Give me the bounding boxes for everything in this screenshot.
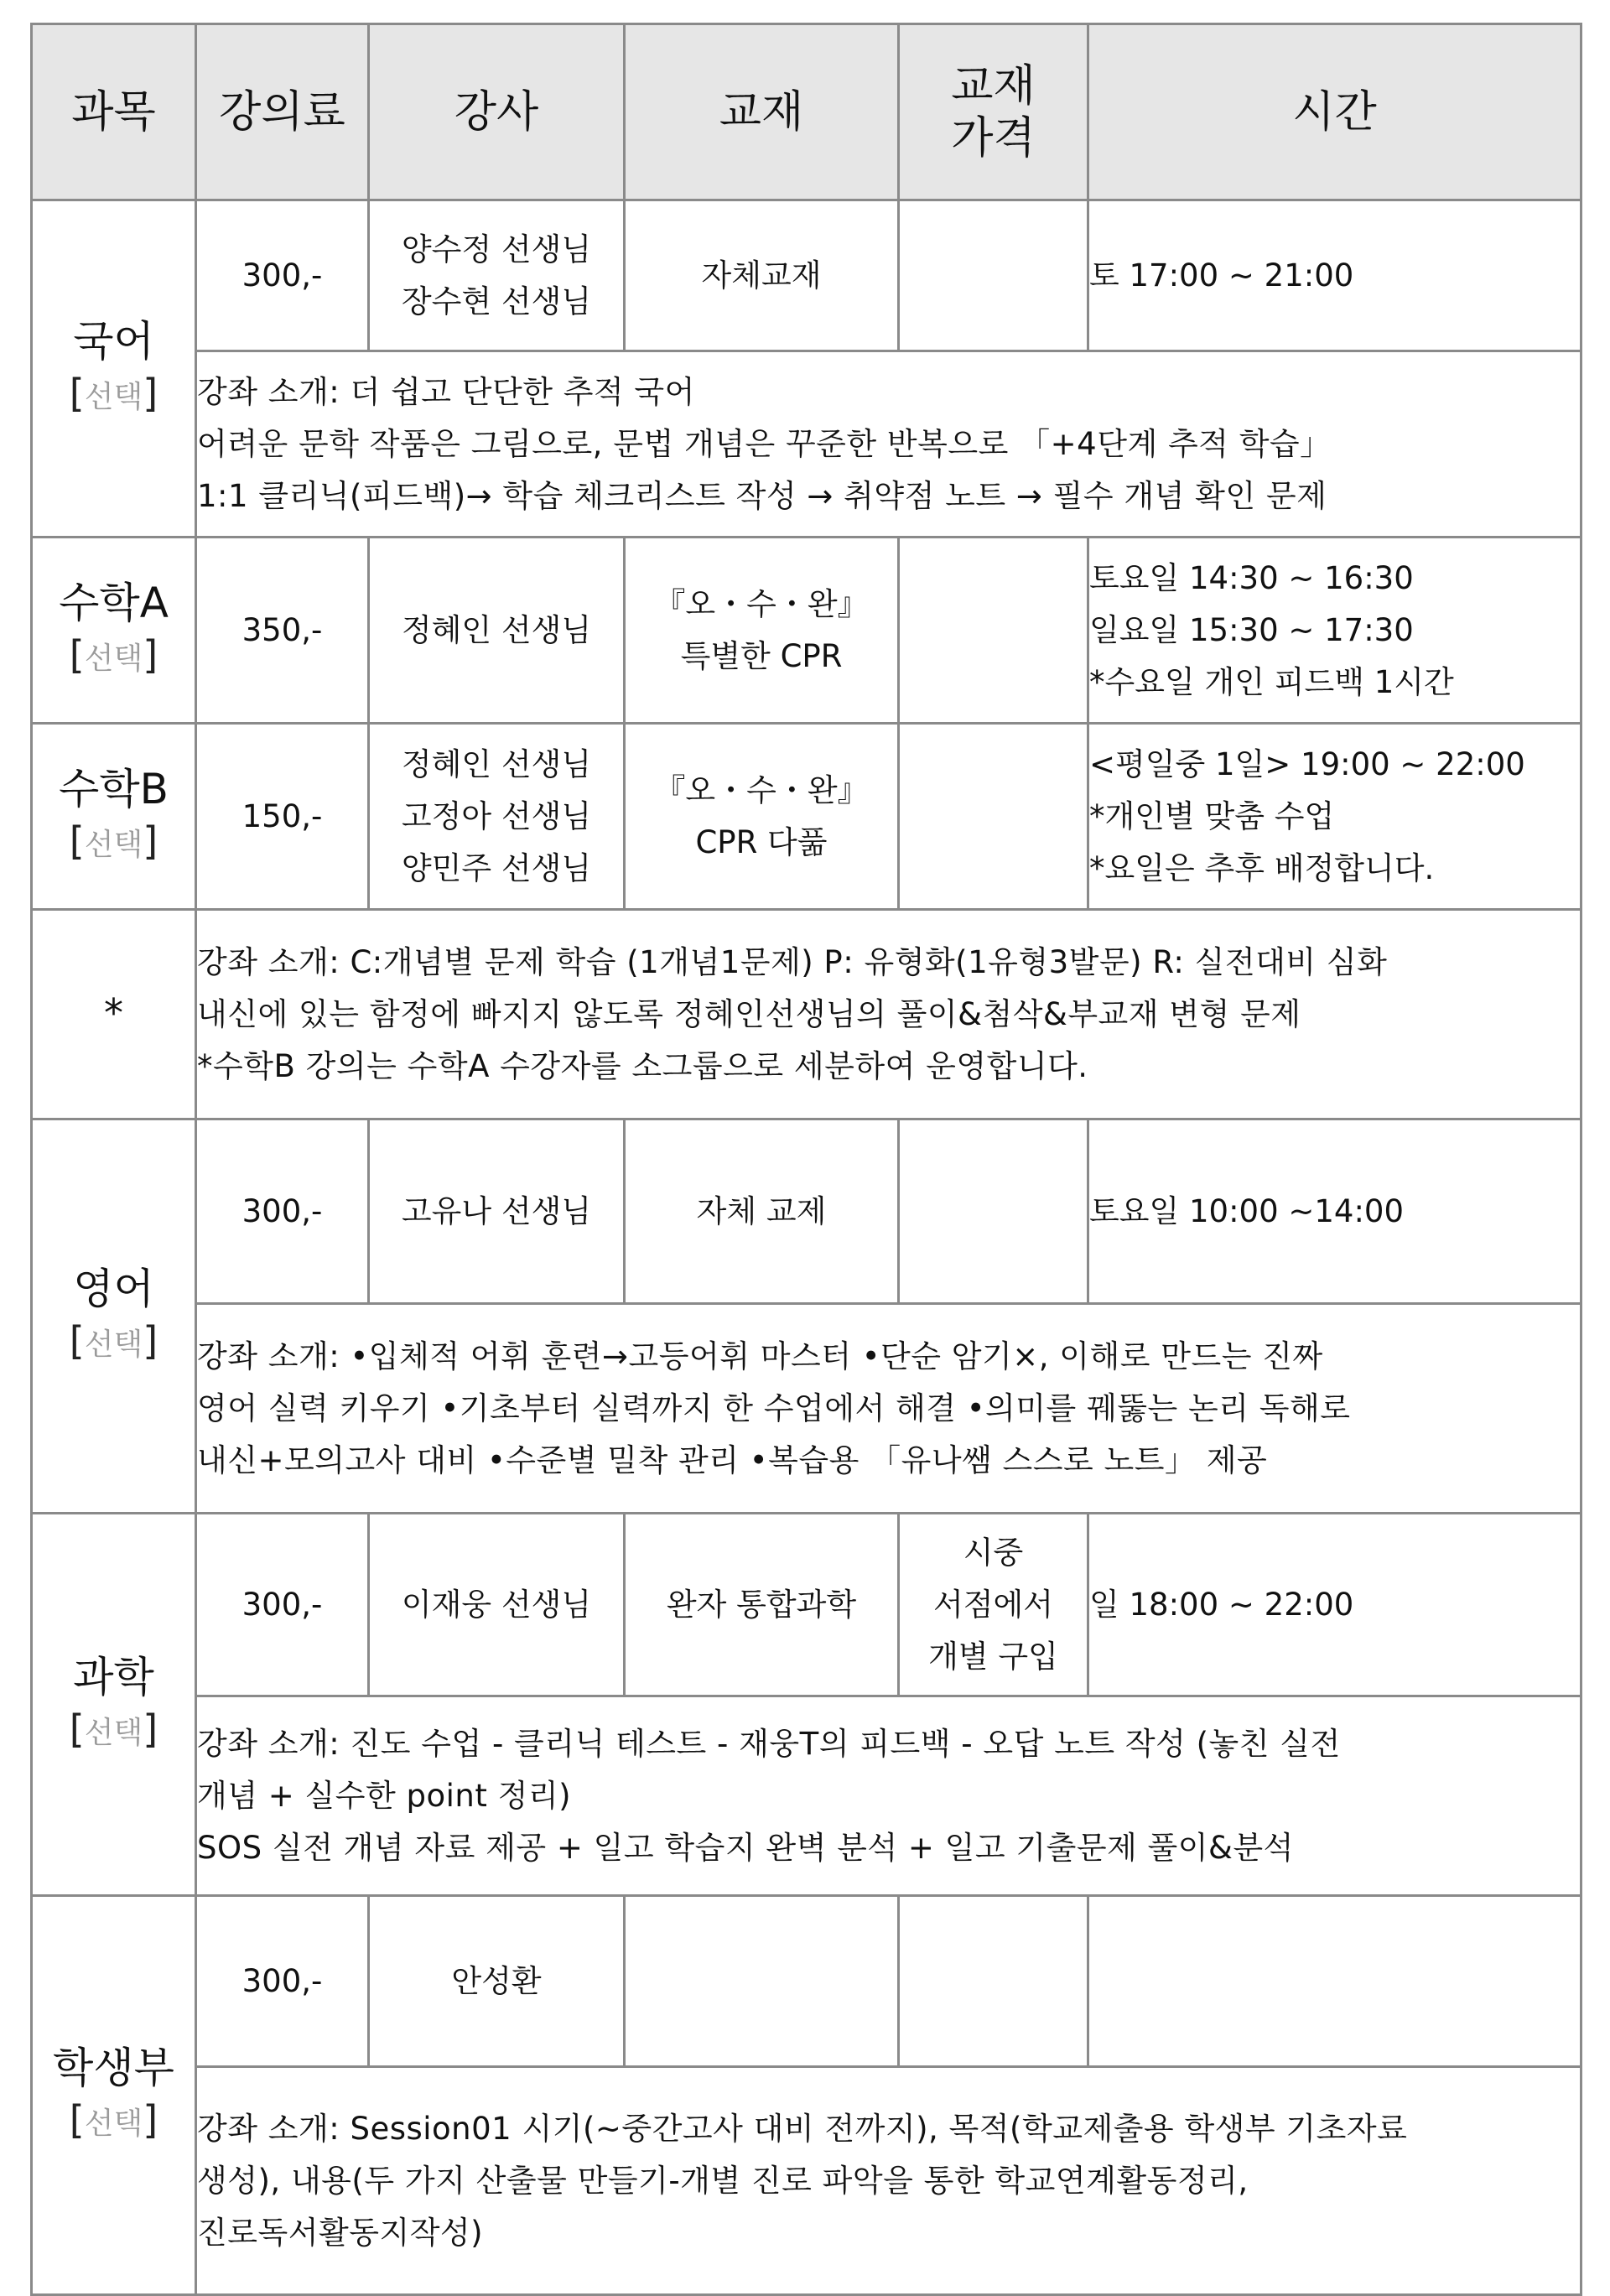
math-b-subject-cell	[32, 724, 196, 910]
english-select-tag: [선택]	[69, 1318, 158, 1364]
math-a-price	[899, 538, 1088, 724]
science-textbook: 완자 통합과학	[625, 1514, 899, 1696]
record-select-tag: [선택]	[69, 2097, 158, 2143]
math-a-subject-cell	[32, 538, 196, 724]
english-fee: 300,-	[196, 1119, 369, 1304]
english-subject-name: 영어	[73, 1265, 154, 1313]
math-b-time-line-2: *개인별 맞춤 수업	[1089, 797, 1335, 834]
korean-intro-line-2: 어려운 문학 작품은 그림으로, 문법 개념은 꾸준한 반복으로 「+4단계 추적 학습」	[197, 425, 1332, 462]
header-price-line-2: 가격	[951, 112, 1036, 164]
header-subject: 과목	[32, 24, 196, 200]
science-intro	[196, 1696, 1581, 1896]
math-b-textbook	[625, 724, 899, 910]
record-intro-line-2: 생성), 내용(두 가지 산출물 만들기-개별 진로 파악을 통한 학교연계활동정리,	[197, 2162, 1249, 2199]
math-b-price	[899, 724, 1088, 910]
math-b-time-line-3: *요일은 추후 배정합니다.	[1089, 849, 1435, 886]
korean-intro-line-3: 1:1 클리닉(피드백)→ 학습 체크리스트 작성 → 취약점 노트 → 필수 개념 확인 문제	[197, 477, 1327, 514]
math-note-subject-cell	[32, 910, 196, 1119]
math-b-textbook-line-1: 『오・수・완』	[654, 771, 869, 808]
korean-intro	[196, 351, 1581, 538]
english-intro-row	[32, 1304, 1581, 1514]
math-b-teacher-1: 정혜인 선생님	[401, 745, 592, 782]
korean-price	[899, 200, 1088, 351]
header-time: 시간	[1088, 24, 1581, 200]
korean-fee: 300,-	[196, 200, 369, 351]
korean-subject-cell	[32, 200, 196, 538]
header-row	[32, 24, 1581, 200]
science-price	[899, 1514, 1088, 1696]
math-intro-line-3: *수학B 강의는 수학A 수강자를 소그룹으로 세분하여 운영합니다.	[197, 1047, 1088, 1084]
math-b-subject-name: 수학B	[59, 765, 169, 813]
english-price	[899, 1119, 1088, 1304]
record-subject-cell	[32, 1896, 196, 2295]
science-time: 일 18:00 ~ 22:00	[1088, 1514, 1581, 1696]
math-a-select-tag: [선택]	[69, 632, 158, 678]
math-a-textbook-line-2: 특별한 CPR	[680, 637, 843, 674]
science-price-line-1: 시중	[963, 1534, 1024, 1571]
english-intro-line-2: 영어 실력 키우기 •기초부터 실력까지 한 수업에서 해결 •의미를 꿰뚫는 논리 독해로	[197, 1390, 1351, 1426]
science-intro-row	[32, 1696, 1581, 1896]
korean-teacher-1: 양수정 선생님	[401, 231, 592, 268]
science-intro-line-3: SOS 실전 개념 자료 제공 + 일고 학습지 완벽 분석 + 일고 기출문제 풀이&분석	[197, 1829, 1294, 1866]
science-intro-line-1: 강좌 소개: 진도 수업 - 클리닉 테스트 - 재웅T의 피드백 - 오답 노트 작성 (놓친 실전	[197, 1725, 1341, 1762]
science-fee: 300,-	[196, 1514, 369, 1696]
course-schedule-table	[30, 23, 1582, 2296]
record-price	[899, 1896, 1088, 2067]
math-b-fee: 150,-	[196, 724, 369, 910]
math-a-time-line-1: 토요일 14:30 ~ 16:30	[1089, 559, 1414, 596]
korean-select-tag: [선택]	[69, 371, 158, 416]
korean-textbook: 자체교재	[625, 200, 899, 351]
header-teacher: 강사	[369, 24, 625, 200]
korean-teacher-2: 장수현 선생님	[401, 283, 592, 319]
math-b-textbook-line-2: CPR 다풂	[695, 823, 828, 860]
math-b-teachers	[369, 724, 625, 910]
record-textbook	[625, 1896, 899, 2067]
math-b-time	[1088, 724, 1581, 910]
math-note-row	[32, 910, 1581, 1119]
math-a-teacher: 정혜인 선생님	[369, 538, 625, 724]
math-intro-line-2: 내신에 있는 함정에 빠지지 않도록 정혜인선생님의 풀이&첨삭&부교재 변형 문제	[197, 995, 1301, 1032]
korean-intro-line-1: 강좌 소개: 더 쉽고 단단한 추적 국어	[197, 373, 695, 410]
korean-time: 토 17:00 ~ 21:00	[1088, 200, 1581, 351]
header-textbook: 교재	[625, 24, 899, 200]
korean-row	[32, 200, 1581, 351]
math-intro	[196, 910, 1581, 1119]
english-subject-cell	[32, 1119, 196, 1514]
english-intro-line-3: 내신+모의고사 대비 •수준별 밀착 관리 •복습용 「유나쌤 스스로 노트」 제공	[197, 1441, 1268, 1478]
science-subject-cell	[32, 1514, 196, 1896]
math-a-fee: 350,-	[196, 538, 369, 724]
math-b-time-line-1: <평일중 1일> 19:00 ~ 22:00	[1089, 745, 1525, 782]
math-a-subject-name: 수학A	[59, 579, 169, 627]
science-teacher: 이재웅 선생님	[369, 1514, 625, 1696]
science-price-line-2: 서점에서	[933, 1586, 1053, 1623]
math-note-asterisk: *	[104, 990, 123, 1036]
header-textbook-price	[899, 24, 1088, 200]
header-price-line-1: 교재	[951, 60, 1036, 112]
math-a-textbook-line-1: 『오・수・완』	[654, 585, 869, 622]
science-intro-line-2: 개념 + 실수한 point 정리)	[197, 1777, 572, 1814]
record-time	[1088, 1896, 1581, 2067]
math-intro-line-1: 강좌 소개: C:개념별 문제 학습 (1개념1문제) P: 유형화(1유형3발문) R: 실전대비 심화	[197, 943, 1388, 980]
record-intro-row	[32, 2067, 1581, 2295]
korean-subject-name: 국어	[73, 317, 154, 366]
math-a-time-line-2: 일요일 15:30 ~ 17:30	[1089, 611, 1414, 648]
english-row	[32, 1119, 1581, 1304]
english-time: 토요일 10:00 ~14:00	[1088, 1119, 1581, 1304]
math-a-row	[32, 538, 1581, 724]
record-intro	[196, 2067, 1581, 2295]
record-row	[32, 1896, 1581, 2067]
record-subject-name: 학생부	[53, 2044, 174, 2092]
record-intro-line-1: 강좌 소개: Session01 시기(~중간고사 대비 전까지), 목적(학교제출용 학생부 기초자료	[197, 2110, 1408, 2147]
math-a-textbook	[625, 538, 899, 724]
korean-teachers	[369, 200, 625, 351]
record-intro-line-3: 진로독서활동지작성)	[197, 2214, 484, 2251]
math-a-time	[1088, 538, 1581, 724]
korean-intro-row	[32, 351, 1581, 538]
math-b-row	[32, 724, 1581, 910]
record-teacher: 안성환	[369, 1896, 625, 2067]
english-teacher: 고유나 선생님	[369, 1119, 625, 1304]
math-a-time-line-3: *수요일 개인 피드백 1시간	[1089, 663, 1454, 700]
math-b-teacher-2: 고정아 선생님	[401, 797, 592, 834]
science-price-line-3: 개별 구입	[928, 1638, 1058, 1675]
record-fee: 300,-	[196, 1896, 369, 2067]
math-b-select-tag: [선택]	[69, 818, 158, 864]
header-fee: 강의료	[196, 24, 369, 200]
science-row	[32, 1514, 1581, 1696]
english-intro	[196, 1304, 1581, 1514]
math-b-teacher-3: 양민주 선생님	[401, 849, 592, 886]
english-textbook: 자체 교제	[625, 1119, 899, 1304]
science-subject-name: 과학	[73, 1653, 154, 1701]
science-select-tag: [선택]	[69, 1706, 158, 1752]
english-intro-line-1: 강좌 소개: •입체적 어휘 훈련→고등어휘 마스터 •단순 암기×, 이해로 만드는 진짜	[197, 1338, 1323, 1374]
